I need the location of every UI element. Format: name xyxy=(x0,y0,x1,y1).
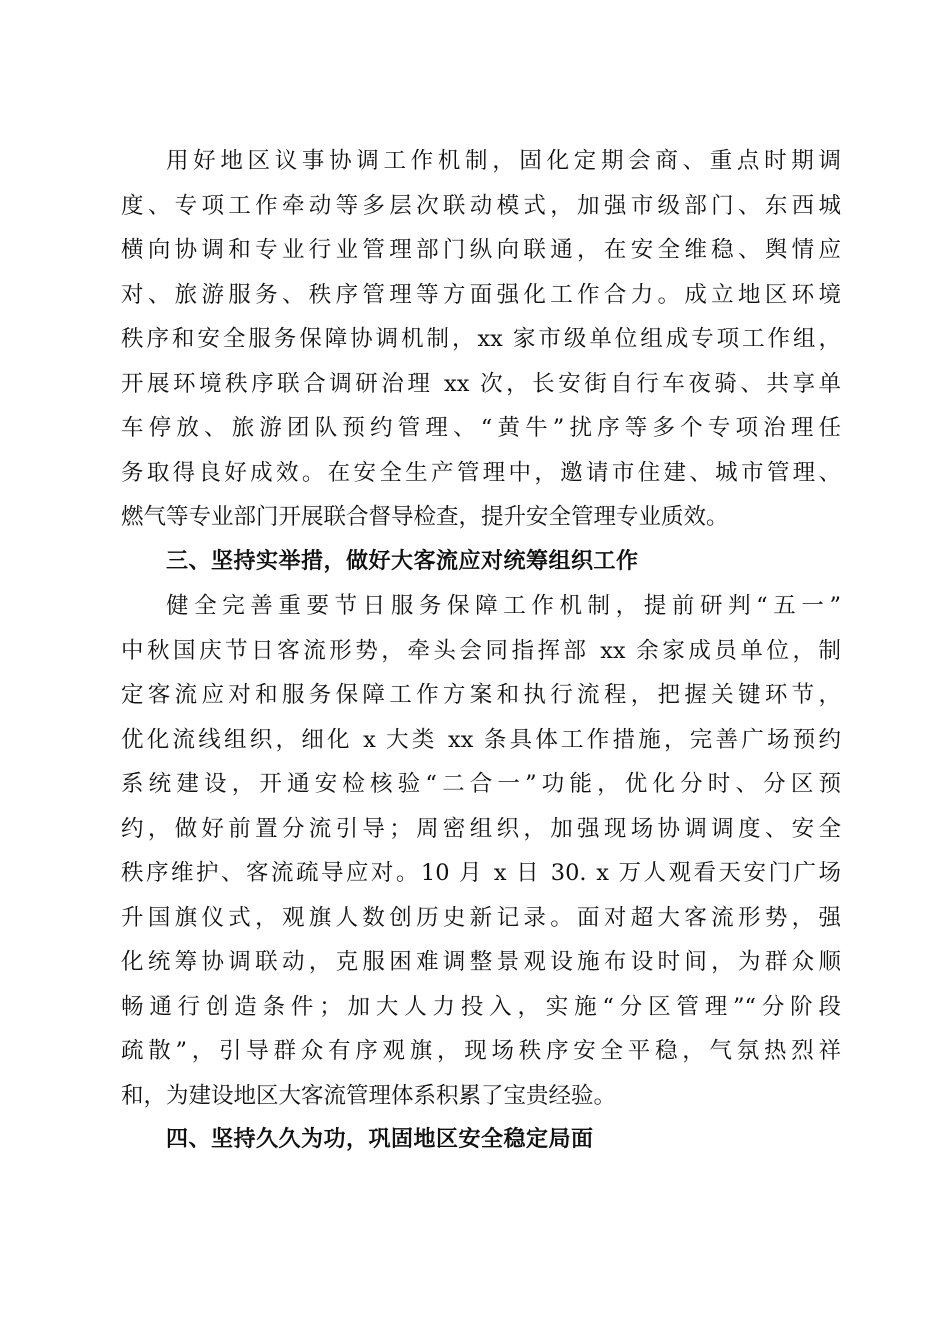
text-line: 度、专项工作牵动等多层次联动模式，加强市级部门、东西城 xyxy=(121,192,841,219)
section-heading-4: 四、坚持久久为功，巩固地区安全稳定局面 xyxy=(166,1127,594,1152)
text-line: 开展环境秩序联合调研治理 xx 次，长安街自行车夜骑、共享单 xyxy=(121,370,841,397)
text-line: 秩序维护、客流疏导应对。10 月 x 日 30. x 万人观看天安门广场 xyxy=(121,860,841,886)
text-line: 用好地区议事协调工作机制，固化定期会商、重点时期调 xyxy=(166,148,841,174)
text-line: 燃气等专业部门开展联合督导检查，提升安全管理专业质效。 xyxy=(121,504,729,530)
text-line: 定客流应对和服务保障工作方案和执行流程，把握关键环节， xyxy=(121,682,841,708)
text-line: 中秋国庆节日客流形势，牵头会同指挥部 xx 余家成员单位，制 xyxy=(121,637,841,664)
text-line: 优化流线组织，细化 x 大类 xx 条具体工作措施，完善广场预约 xyxy=(121,726,841,753)
text-line: 对、旅游服务、秩序管理等方面强化工作合力。成立地区环境 xyxy=(121,281,841,308)
text-line: 畅通行创造条件；加大人力投入，实施“分区管理”“分阶段 xyxy=(121,993,841,1020)
paragraph-coordination xyxy=(121,139,841,540)
document-body xyxy=(121,139,841,1163)
text-line: 横向协调和专业行业管理部门纵向联通，在安全维稳、舆情应 xyxy=(121,237,841,263)
text-line: 秩序和安全服务保障协调机制，xx 家市级单位组成专项工作组， xyxy=(121,326,841,352)
text-line: 疏散”，引导群众有序观旗，现场秩序安全平稳，气氛热烈祥 xyxy=(121,1038,841,1064)
paragraph-passenger-flow xyxy=(121,584,841,1118)
section-heading-3: 三、坚持实举措，做好大客流应对统筹组织工作 xyxy=(166,548,639,574)
text-line: 务取得良好成效。在安全生产管理中，邀请市住建、城市管理、 xyxy=(121,459,841,486)
text-line: 约，做好前置分流引导；周密组织，加强现场协调调度、安全 xyxy=(121,815,841,842)
text-line: 车停放、旅游团队预约管理、“黄牛”扰序等多个专项治理任 xyxy=(121,415,841,441)
text-line: 升国旗仪式，观旗人数创历史新记录。面对超大客流形势，强 xyxy=(121,904,841,931)
text-line: 化统筹协调联动，克服困难调整景观设施布设时间，为群众顺 xyxy=(121,949,841,975)
text-line: 系统建设，开通安检核验“二合一”功能，优化分时、分区预 xyxy=(121,771,841,797)
text-line: 和，为建设地区大客流管理体系积累了宝贵经验。 xyxy=(121,1082,617,1109)
text-line: 健全完善重要节日服务保障工作机制，提前研判“五一” xyxy=(166,593,841,619)
